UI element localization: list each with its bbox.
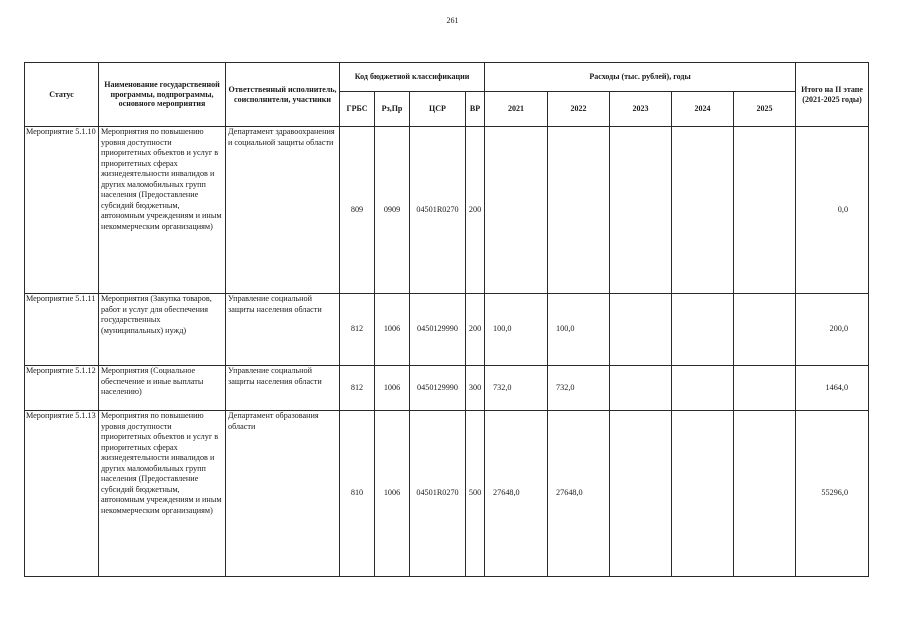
row-year-2021: 100,0 bbox=[485, 294, 548, 366]
row-name: Мероприятия (Закупка товаров, работ и услуг для обеспечения государственных (муниципальных) нужд) bbox=[99, 294, 226, 366]
row-status: Мероприятие 5.1.13 bbox=[25, 411, 99, 577]
row-year-2025 bbox=[734, 411, 796, 577]
row-year-2023 bbox=[610, 366, 672, 411]
row-year-2021: 27648,0 bbox=[485, 411, 548, 577]
row-rzpr: 1006 bbox=[375, 294, 410, 366]
row-executor: Управление социальной защиты населения области bbox=[226, 294, 340, 366]
header-vr: ВР bbox=[466, 92, 485, 127]
row-year-2023 bbox=[610, 127, 672, 294]
header-executor: Ответственный исполнитель, соисполнители, участники bbox=[226, 63, 340, 127]
row-year-2024 bbox=[672, 411, 734, 577]
row-total: 200,0 bbox=[796, 294, 869, 366]
header-rzpr: Рз,Пр bbox=[375, 92, 410, 127]
header-expenses: Расходы (тыс. рублей), годы bbox=[485, 63, 796, 92]
row-year-2021: 732,0 bbox=[485, 366, 548, 411]
page-number: 261 bbox=[446, 16, 459, 25]
row-year-2024 bbox=[672, 127, 734, 294]
row-total: 55296,0 bbox=[796, 411, 869, 577]
row-year-2022: 100,0 bbox=[548, 294, 610, 366]
header-total: Итого на II этапе (2021-2025 годы) bbox=[796, 63, 869, 127]
row-grbs: 812 bbox=[340, 294, 375, 366]
row-year-2023 bbox=[610, 411, 672, 577]
row-vr: 200 bbox=[466, 127, 485, 294]
row-csr: 0450129990 bbox=[410, 366, 466, 411]
row-vr: 300 bbox=[466, 366, 485, 411]
row-csr: 0450129990 bbox=[410, 294, 466, 366]
row-vr: 200 bbox=[466, 294, 485, 366]
row-name: Мероприятия по повышению уровня доступности приоритетных объектов и услуг в приоритетных сферах жизнедеятельности инвалидов и других маломобильных групп населения (Предоставление субсидий бюджетным, автономным учреждениям и иным некоммерческим организациям) bbox=[99, 411, 226, 577]
row-rzpr: 1006 bbox=[375, 411, 410, 577]
row-grbs: 812 bbox=[340, 366, 375, 411]
row-year-2021 bbox=[485, 127, 548, 294]
row-grbs: 809 bbox=[340, 127, 375, 294]
budget-table bbox=[24, 62, 869, 577]
header-row-main bbox=[25, 63, 869, 92]
row-executor: Департамент образования области bbox=[226, 411, 340, 577]
row-year-2024 bbox=[672, 294, 734, 366]
row-csr: 04501R0270 bbox=[410, 127, 466, 294]
header-status: Статус bbox=[25, 63, 99, 127]
row-grbs: 810 bbox=[340, 411, 375, 577]
table-row bbox=[25, 294, 869, 366]
table-row bbox=[25, 127, 869, 294]
row-total: 1464,0 bbox=[796, 366, 869, 411]
row-year-2025 bbox=[734, 366, 796, 411]
header-grbs: ГРБС bbox=[340, 92, 375, 127]
row-rzpr: 0909 bbox=[375, 127, 410, 294]
row-year-2022: 732,0 bbox=[548, 366, 610, 411]
row-year-2025 bbox=[734, 294, 796, 366]
table-row bbox=[25, 366, 869, 411]
row-status: Мероприятие 5.1.10 bbox=[25, 127, 99, 294]
row-year-2024 bbox=[672, 366, 734, 411]
header-year-2024: 2024 bbox=[672, 92, 734, 127]
table-row bbox=[25, 411, 869, 577]
row-year-2023 bbox=[610, 294, 672, 366]
header-year-2021: 2021 bbox=[485, 92, 548, 127]
row-vr: 500 bbox=[466, 411, 485, 577]
header-budget-code: Код бюджетной классификации bbox=[340, 63, 485, 92]
row-total: 0,0 bbox=[796, 127, 869, 294]
row-csr: 04501R0270 bbox=[410, 411, 466, 577]
row-year-2022 bbox=[548, 127, 610, 294]
row-executor: Управление социальной защиты населения области bbox=[226, 366, 340, 411]
header-csr: ЦСР bbox=[410, 92, 466, 127]
row-name: Мероприятия (Социальное обеспечение и иные выплаты населению) bbox=[99, 366, 226, 411]
row-rzpr: 1006 bbox=[375, 366, 410, 411]
header-year-2023: 2023 bbox=[610, 92, 672, 127]
header-year-2025: 2025 bbox=[734, 92, 796, 127]
row-executor: Департамент здравоохранения и социальной защиты области bbox=[226, 127, 340, 294]
row-year-2022: 27648,0 bbox=[548, 411, 610, 577]
row-year-2025 bbox=[734, 127, 796, 294]
row-status: Мероприятие 5.1.12 bbox=[25, 366, 99, 411]
row-name: Мероприятия по повышению уровня доступности приоритетных объектов и услуг в приоритетных сферах жизнедеятельности инвалидов и других маломобильных групп населения (Предоставление субсидий бюджетным, автономным учреждениям и иным некоммерческим организациям) bbox=[99, 127, 226, 294]
header-year-2022: 2022 bbox=[548, 92, 610, 127]
row-status: Мероприятие 5.1.11 bbox=[25, 294, 99, 366]
header-name: Наименование государственной программы, подпрограммы, основного мероприятия bbox=[99, 63, 226, 127]
